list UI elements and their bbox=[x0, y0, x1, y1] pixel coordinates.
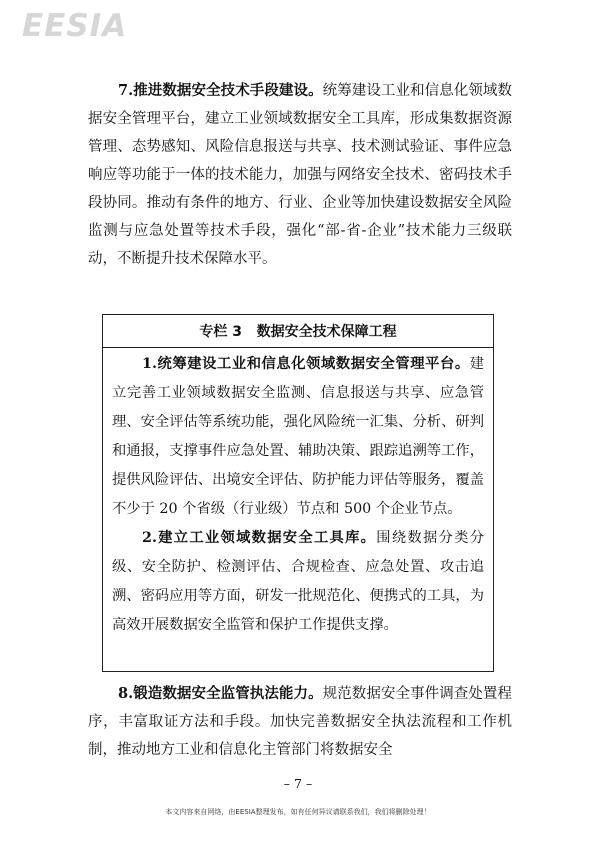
footer-disclaimer: 本文内容来自网络，由EESIA整理发布，如有任何异议请联系我们，我们将删除处理！ bbox=[165, 808, 431, 816]
page-number: – 7 – bbox=[283, 776, 313, 791]
eesia-watermark-logo: EESIA bbox=[22, 8, 128, 44]
column-box-3 bbox=[102, 314, 494, 672]
section-7-heading: 7.推进数据安全技术手段建设。 bbox=[118, 82, 323, 99]
box-item-1-text: 建立完善工业领域数据安全监测、信息报送与共享、应急管理、安全评估等系统功能，强化风险统一汇集、分析、研判和通报，支撑事件应急处置、辅助决策、跟踪追溯等工作，提供风险评估、出境安全评估、防护能力评估等服务，覆盖不少于 20 个省级（行业级）节点和 500 个企业节点。 bbox=[112, 356, 484, 517]
paragraph-section-7 bbox=[88, 77, 512, 273]
column-box-body bbox=[103, 348, 493, 640]
box-item-1-heading: 1.统筹建设工业和信息化领域数据安全管理平台。 bbox=[142, 356, 470, 372]
column-box-title: 专栏 3 数据安全技术保障工程 bbox=[103, 315, 493, 348]
paragraph-section-8 bbox=[88, 680, 512, 764]
box-item-2-heading: 2.建立工业领域数据安全工具库。 bbox=[142, 530, 377, 546]
section-8-text: 规范数据安全事件调查处置程序，丰富取证方法和手段。加快完善数据安全执法流程和工作机制，推动地方工业和信息化主管部门将数据安全 bbox=[88, 686, 512, 758]
section-8-heading: 8.锻造数据安全监管执法能力。 bbox=[118, 685, 323, 702]
section-7-text: 统筹建设工业和信息化领域数据安全管理平台，建立工业领域数据安全工具库，形成集数据资源管理、态势感知、风险信息报送与共享、技术测试验证、事件应急响应等功能于一体的技术能力，加强与网络安全技术、密码技术手段协同。推动有条件的地方、行业、企业等加快建设数据安全风险监测与应急处置等技术手段，强化“部-省-企业”技术能力三级联动，不断提升技术保障水平。 bbox=[88, 83, 512, 267]
box-item-2-text: 围绕数据分类分级、安全防护、检测评估、合规检查、应急处置、攻击追溯、密码应用等方面，研发一批规范化、便携式的工具，为高效开展数据安全监管和保护工作提供支撑。 bbox=[112, 530, 484, 633]
